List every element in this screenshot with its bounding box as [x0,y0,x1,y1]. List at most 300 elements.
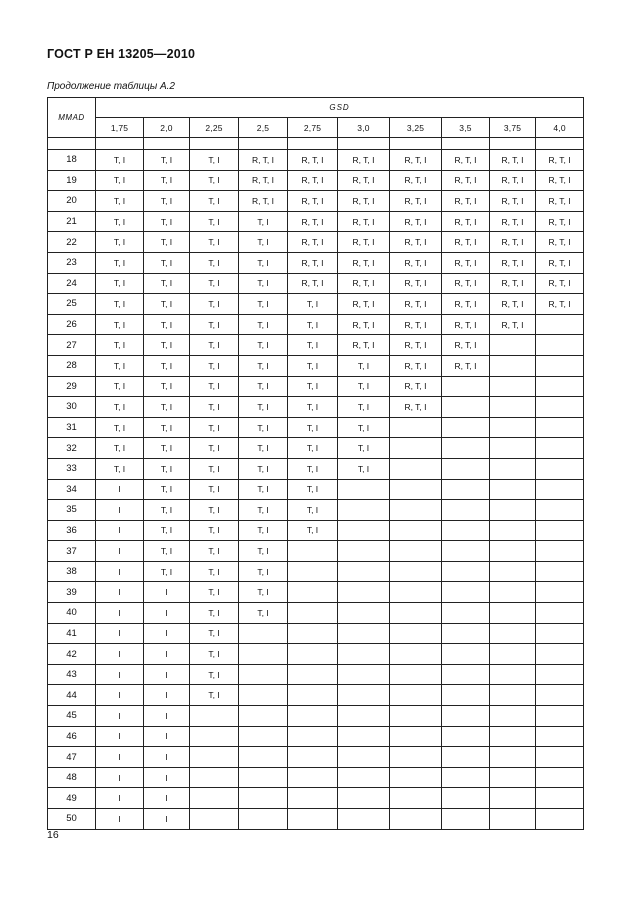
table-cell [490,788,536,809]
table-cell [390,561,442,582]
table-cell [490,376,536,397]
table-cell: R, T, I [490,273,536,294]
table-cell [536,561,584,582]
table-cell: T, I [144,541,190,562]
table-cell: T, I [239,273,288,294]
table-cell: R, T, I [536,273,584,294]
table-cell: R, T, I [390,252,442,273]
table-cell [536,458,584,479]
table-cell [338,603,390,624]
table-cell [239,706,288,727]
table-cell: T, I [239,355,288,376]
table-cell [390,685,442,706]
table-cell [338,644,390,665]
mmad-value: 32 [48,438,96,459]
table-cell: R, T, I [490,314,536,335]
gap-cell [288,138,338,150]
table-cell: R, T, I [390,191,442,212]
table-cell [239,788,288,809]
table-cell: R, T, I [390,232,442,253]
table-cell [442,809,490,830]
table-cell: T, I [190,170,239,191]
table-cell [442,458,490,479]
table-cell: T, I [190,232,239,253]
table-cell: T, I [190,664,239,685]
mmad-value: 24 [48,273,96,294]
gap-cell [442,138,490,150]
table-cell: T, I [239,438,288,459]
table-cell [239,747,288,768]
table-cell: I [96,809,144,830]
table-cell: R, T, I [536,232,584,253]
table-cell: T, I [190,685,239,706]
table-cell: T, I [96,150,144,171]
table-cell: I [144,747,190,768]
table-cell: T, I [144,438,190,459]
table-cell: I [144,644,190,665]
mmad-value: 45 [48,706,96,727]
table-cell: T, I [144,458,190,479]
gap-cell [390,138,442,150]
table-cell: T, I [288,314,338,335]
table-cell: T, I [239,211,288,232]
table-cell [190,809,239,830]
table-cell [288,582,338,603]
mmad-value: 36 [48,520,96,541]
table-cell: I [96,520,144,541]
table-cell: R, T, I [490,170,536,191]
table-gap [48,138,584,150]
table-cell [536,726,584,747]
table-cell: R, T, I [490,211,536,232]
table-cell [190,767,239,788]
table-cell: T, I [239,458,288,479]
table-cell: T, I [288,417,338,438]
gap-cell [48,138,96,150]
table-cell [490,335,536,356]
table-cell: T, I [288,355,338,376]
table-cell [536,355,584,376]
table-cell: I [144,623,190,644]
gap-cell [190,138,239,150]
table-cell [536,685,584,706]
gsd-value-header: 2,25 [190,118,239,138]
gap-cell [96,138,144,150]
table-cell: T, I [239,603,288,624]
table-row [48,294,584,315]
table-cell: R, T, I [390,397,442,418]
gsd-values-row [48,118,584,138]
gsd-value-header: 4,0 [536,118,584,138]
table-row [48,150,584,171]
table-cell: T, I [190,520,239,541]
table-cell [442,417,490,438]
table-cell: T, I [239,479,288,500]
table-cell: T, I [190,211,239,232]
table-cell [338,664,390,685]
table-cell: I [96,479,144,500]
table-row [48,376,584,397]
table-cell [442,726,490,747]
table-cell [442,541,490,562]
table-cell: R, T, I [490,191,536,212]
table-cell [490,438,536,459]
table-cell [288,541,338,562]
table-cell [536,376,584,397]
table-cell [390,582,442,603]
table-cell: R, T, I [442,211,490,232]
table-cell [490,603,536,624]
table-cell: T, I [190,150,239,171]
mmad-value: 38 [48,561,96,582]
table-row [48,191,584,212]
table-cell: T, I [190,479,239,500]
table-cell [490,458,536,479]
table-cell [338,520,390,541]
table-cell [190,706,239,727]
table-cell [442,438,490,459]
gsd-value-header: 3,0 [338,118,390,138]
gsd-value-header: 3,75 [490,118,536,138]
table-cell: R, T, I [390,273,442,294]
gap-row [48,138,584,150]
table-cell: T, I [144,479,190,500]
table-cell: R, T, I [288,252,338,273]
table-row [48,211,584,232]
table-cell: T, I [144,150,190,171]
table-cell: R, T, I [536,191,584,212]
table-cell [390,417,442,438]
table-cell [390,520,442,541]
table-cell: R, T, I [442,314,490,335]
table-cell: T, I [144,335,190,356]
table-cell [490,500,536,521]
table-cell: R, T, I [288,232,338,253]
table-cell: I [144,726,190,747]
gsd-value-header: 2,5 [239,118,288,138]
table-cell [536,520,584,541]
table-cell: R, T, I [338,273,390,294]
table-cell [239,685,288,706]
gsd-value-header: 3,25 [390,118,442,138]
table-cell [442,500,490,521]
table-cell: T, I [239,314,288,335]
table-cell: T, I [190,603,239,624]
table-cell [288,809,338,830]
mmad-value: 43 [48,664,96,685]
table-head [48,98,584,138]
table-cell: I [96,685,144,706]
table-cell [338,479,390,500]
table-cell [390,500,442,521]
mmad-value: 33 [48,458,96,479]
table-row [48,458,584,479]
table-cell [390,603,442,624]
table-cell [490,541,536,562]
table-cell: I [144,664,190,685]
data-table [47,97,584,830]
table-cell: T, I [96,397,144,418]
table-cell: T, I [338,458,390,479]
table-cell: R, T, I [442,273,490,294]
table-cell [536,747,584,768]
table-cell: I [96,706,144,727]
table-cell: T, I [96,376,144,397]
table-cell [536,664,584,685]
table-cell: R, T, I [442,191,490,212]
table-cell [338,623,390,644]
table-cell: I [144,788,190,809]
mmad-value: 29 [48,376,96,397]
mmad-value: 39 [48,582,96,603]
table-cell: T, I [190,335,239,356]
table-cell: T, I [288,479,338,500]
table-cell: T, I [288,500,338,521]
table-cell: T, I [144,211,190,232]
table-cell [288,747,338,768]
table-row [48,767,584,788]
table-cell: T, I [239,582,288,603]
mmad-value: 34 [48,479,96,500]
table-cell: R, T, I [442,294,490,315]
table-cell [536,809,584,830]
table-cell: T, I [144,252,190,273]
table-cell: T, I [144,561,190,582]
table-cell [288,644,338,665]
table-cell: T, I [190,376,239,397]
table-cell [338,706,390,727]
table-cell: I [96,541,144,562]
table-cell: T, I [190,191,239,212]
table-cell: I [144,685,190,706]
table-row [48,397,584,418]
table-row [48,582,584,603]
table-cell [239,726,288,747]
table-cell: T, I [190,541,239,562]
table-cell: T, I [96,252,144,273]
table-cell: R, T, I [536,150,584,171]
table-cell [338,685,390,706]
table-cell: T, I [288,438,338,459]
table-cell [442,397,490,418]
table-cell: T, I [338,397,390,418]
table-row [48,623,584,644]
table-cell: T, I [190,314,239,335]
table-cell: R, T, I [442,170,490,191]
table-row [48,438,584,459]
table-cell [338,582,390,603]
table-cell [490,355,536,376]
table-cell [442,706,490,727]
table-cell: I [96,603,144,624]
table-row [48,479,584,500]
table-cell [536,788,584,809]
mmad-value: 26 [48,314,96,335]
table-cell: T, I [338,417,390,438]
table-cell [390,644,442,665]
table-cell: T, I [239,417,288,438]
table-cell [390,809,442,830]
table-cell [490,561,536,582]
mmad-value: 42 [48,644,96,665]
table-cell [536,417,584,438]
table-cell [338,788,390,809]
table-cell: T, I [338,355,390,376]
table-row [48,561,584,582]
table-cell [536,541,584,562]
table-cell [536,706,584,727]
table-cell [338,541,390,562]
table-cell: T, I [239,376,288,397]
mmad-value: 19 [48,170,96,191]
table-cell [442,603,490,624]
table-cell [288,561,338,582]
table-cell: T, I [144,355,190,376]
table-cell: R, T, I [442,335,490,356]
table-cell: T, I [190,252,239,273]
table-cell: R, T, I [338,170,390,191]
table-cell: T, I [96,438,144,459]
table-row [48,603,584,624]
table-cell [390,726,442,747]
table-cell: R, T, I [338,335,390,356]
table-cell [490,767,536,788]
gap-cell [338,138,390,150]
table-body [48,150,584,830]
table-cell [390,747,442,768]
mmad-value: 21 [48,211,96,232]
table-cell: I [144,706,190,727]
table-cell: T, I [190,417,239,438]
mmad-value: 49 [48,788,96,809]
table-cell [239,809,288,830]
table-cell [338,809,390,830]
table-cell: T, I [288,294,338,315]
gsd-value-header: 1,75 [96,118,144,138]
table-cell: T, I [288,458,338,479]
table-cell: T, I [190,438,239,459]
table-cell: T, I [96,273,144,294]
table-row [48,170,584,191]
table-cell: R, T, I [288,191,338,212]
table-cell: T, I [288,520,338,541]
table-cell: R, T, I [390,335,442,356]
table-row [48,232,584,253]
table-cell: I [96,747,144,768]
table-row [48,273,584,294]
table-row [48,252,584,273]
mmad-value: 41 [48,623,96,644]
table-cell [190,747,239,768]
table-cell [442,767,490,788]
table-cell [536,644,584,665]
table-cell: T, I [144,376,190,397]
document-header: ГОСТ Р ЕН 13205—2010 [47,47,196,61]
mmad-value: 46 [48,726,96,747]
mmad-value: 25 [48,294,96,315]
table-cell: T, I [190,623,239,644]
table-cell [490,726,536,747]
table-cell [390,706,442,727]
table-cell: T, I [96,294,144,315]
table-cell: R, T, I [536,294,584,315]
table-cell: R, T, I [338,191,390,212]
table-cell: T, I [144,170,190,191]
table-cell: T, I [144,500,190,521]
table-row [48,747,584,768]
mmad-value: 20 [48,191,96,212]
table-cell: T, I [190,582,239,603]
table-cell [442,520,490,541]
table-cell: R, T, I [239,150,288,171]
table-caption: Продолжение таблицы А.2 [47,81,175,92]
table-cell: R, T, I [338,211,390,232]
table-row [48,417,584,438]
table-cell: T, I [96,355,144,376]
table-cell [288,726,338,747]
page-number: 16 [47,829,59,841]
table-cell [390,479,442,500]
table-cell: I [96,644,144,665]
mmad-value: 23 [48,252,96,273]
table-cell: I [144,582,190,603]
table-cell: T, I [96,417,144,438]
table-cell: T, I [96,170,144,191]
table-cell: R, T, I [442,232,490,253]
table-cell: T, I [144,397,190,418]
table-cell: T, I [239,335,288,356]
table-cell [536,603,584,624]
table-cell [288,603,338,624]
table-cell: T, I [144,232,190,253]
table-row [48,788,584,809]
table-row [48,335,584,356]
mmad-value: 44 [48,685,96,706]
table-row [48,541,584,562]
table-cell [338,726,390,747]
table-cell [390,458,442,479]
table-cell: R, T, I [490,150,536,171]
table-cell [490,685,536,706]
table-cell: T, I [190,458,239,479]
table-row [48,809,584,830]
table-cell [536,479,584,500]
mmad-value: 18 [48,150,96,171]
table-cell: T, I [338,438,390,459]
table-cell: T, I [96,458,144,479]
table-cell: R, T, I [338,252,390,273]
table-cell: R, T, I [442,355,490,376]
table-cell: T, I [190,397,239,418]
table-cell [490,623,536,644]
table-cell [536,335,584,356]
table-cell [239,623,288,644]
mmad-value: 28 [48,355,96,376]
mmad-value: 37 [48,541,96,562]
table-cell: R, T, I [338,314,390,335]
table-cell: I [144,767,190,788]
table-cell: T, I [96,191,144,212]
table-cell: R, T, I [338,294,390,315]
table-cell: I [96,500,144,521]
mmad-value: 31 [48,417,96,438]
table-row [48,726,584,747]
table-row [48,664,584,685]
table-cell [288,664,338,685]
table-cell: T, I [239,252,288,273]
table-cell [239,644,288,665]
table-cell [442,623,490,644]
